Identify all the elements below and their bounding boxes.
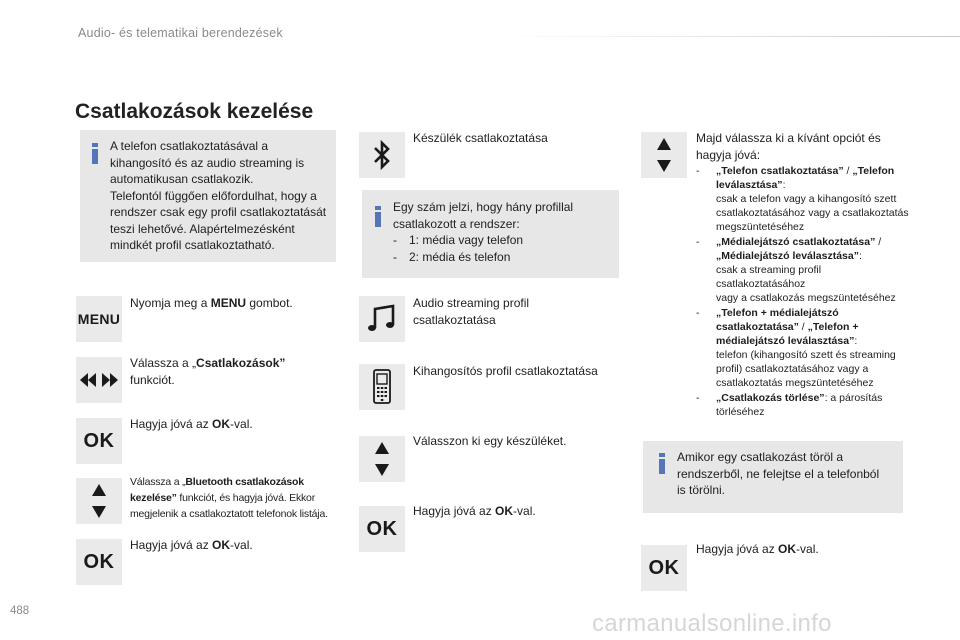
list-item: - „Telefon + médialejátszó csatlakoztatása” / „Telefon + médialejátszó leválasztása”: telefon (kihangosító szett és streaming profil) csatlakoztatásához vagy a csatlakoztatás megszüntetéséhez: [696, 307, 896, 389]
info-line: csatlakozott a rendszer:: [393, 216, 520, 231]
step-confirm-ok: Hagyja jóvá az OK-val.: [130, 417, 253, 431]
list-item: - 1: média vagy telefon: [393, 233, 524, 247]
options-intro: Majd válassza ki a kívánt opciót és hagyja jóvá:: [696, 131, 881, 162]
info-box-profile-count: [362, 190, 619, 278]
ok-button[interactable]: [76, 539, 122, 585]
seek-arrows-icon: [79, 372, 119, 388]
phone-icon: [370, 368, 394, 406]
info-line: Telefontól függően előfordulhat, hogy a: [110, 188, 317, 203]
ok-label: OK: [83, 550, 115, 573]
info-line: automatikusan csatlakozik.: [110, 172, 254, 186]
info-line: rendszer csak egy profil csatlakoztatását: [110, 205, 327, 219]
up-down-arrows-icon: [656, 136, 672, 174]
ok-button[interactable]: [359, 506, 405, 552]
bluetooth-button[interactable]: [359, 132, 405, 178]
page-title: Csatlakozások kezelése: [75, 100, 314, 123]
audio-streaming-button[interactable]: [359, 296, 405, 342]
info-icon: [659, 453, 665, 474]
audio-streaming-label: Audio streaming profil csatlakoztatása: [413, 296, 530, 327]
page-number: 488: [10, 605, 30, 617]
info-line: A telefon csatlakoztatásával a: [110, 139, 269, 153]
info-line: Amikor egy csatlakozást töröl a: [677, 450, 844, 464]
menu-button[interactable]: [76, 296, 122, 342]
step-select-connections: Válassza a „Csatlakozások” funkciót.: [130, 356, 286, 387]
info-line: rendszerből, ne felejtse el a telefonból: [677, 466, 880, 481]
ok-label: OK: [366, 517, 398, 540]
up-down-arrows-icon: [374, 440, 390, 478]
info-box-delete-phone: [643, 441, 903, 513]
info-box-profiles: [80, 130, 336, 262]
options-list: [696, 164, 911, 420]
section-header: Audio- és telematikai berendezések: [78, 26, 283, 40]
step-bluetooth-management: Válassza a „Bluetooth csatlakozások kezelése” funkciót, és hagyja jóvá. Ekkor megjelenik a csatlakoztatott telefonok listája.: [130, 476, 328, 520]
header-divider: [500, 36, 960, 37]
ok-button[interactable]: [76, 418, 122, 464]
select-device-label: Válasszon ki egy készüléket.: [413, 434, 567, 448]
info-line: kihangosító és az audio streaming is: [110, 155, 305, 170]
watermark: carmanualsonline.info: [592, 610, 832, 637]
seek-button[interactable]: [76, 357, 122, 403]
ok-button[interactable]: [641, 545, 687, 591]
bluetooth-icon: [372, 139, 392, 171]
info-line: mindkét profil csatlakoztatható.: [110, 238, 275, 252]
device-connection-label: Készülék csatlakoztatása: [413, 131, 548, 145]
list-item: - 2: média és telefon: [393, 249, 511, 264]
menu-label: MENU: [77, 311, 121, 327]
step-confirm-ok: Hagyja jóvá az OK-val.: [696, 542, 819, 556]
ok-label: OK: [83, 429, 115, 452]
list-item: - „Médialejátszó csatlakoztatása” / „Médialejátszó leválasztása”: csak a streaming profil csatlakoztatásához vagy a csatlakozás megszüntetéséhez: [696, 236, 896, 304]
up-down-button[interactable]: [76, 478, 122, 524]
step-confirm-ok: Hagyja jóvá az OK-val.: [413, 504, 536, 518]
info-icon: [92, 143, 98, 164]
up-down-button[interactable]: [641, 132, 687, 178]
list-item: - „Csatlakozás törlése”: a párosítás törléséhez: [696, 392, 883, 418]
ok-label: OK: [648, 556, 680, 579]
handsfree-label: Kihangosítós profil csatlakoztatása: [413, 364, 598, 378]
info-icon: [375, 206, 381, 227]
info-line: is törölni.: [677, 483, 726, 497]
step-confirm-ok: Hagyja jóvá az OK-val.: [130, 538, 253, 552]
info-line: teszi lehetővé. Alapértelmezésként: [110, 221, 295, 236]
step-press-menu: Nyomja meg a MENU gombot.: [130, 296, 293, 310]
up-down-button[interactable]: [359, 436, 405, 482]
up-down-arrows-icon: [91, 482, 107, 520]
handsfree-button[interactable]: [359, 364, 405, 410]
list-item: - „Telefon csatlakoztatása” / „Telefon leválasztása”: csak a telefon vagy a kihangosító szett csatlakoztatásához vagy a csatlakoztatás megszüntetéséhez: [696, 165, 909, 233]
info-line: Egy szám jelzi, hogy hány profillal: [393, 200, 574, 214]
music-note-icon: [366, 303, 398, 335]
